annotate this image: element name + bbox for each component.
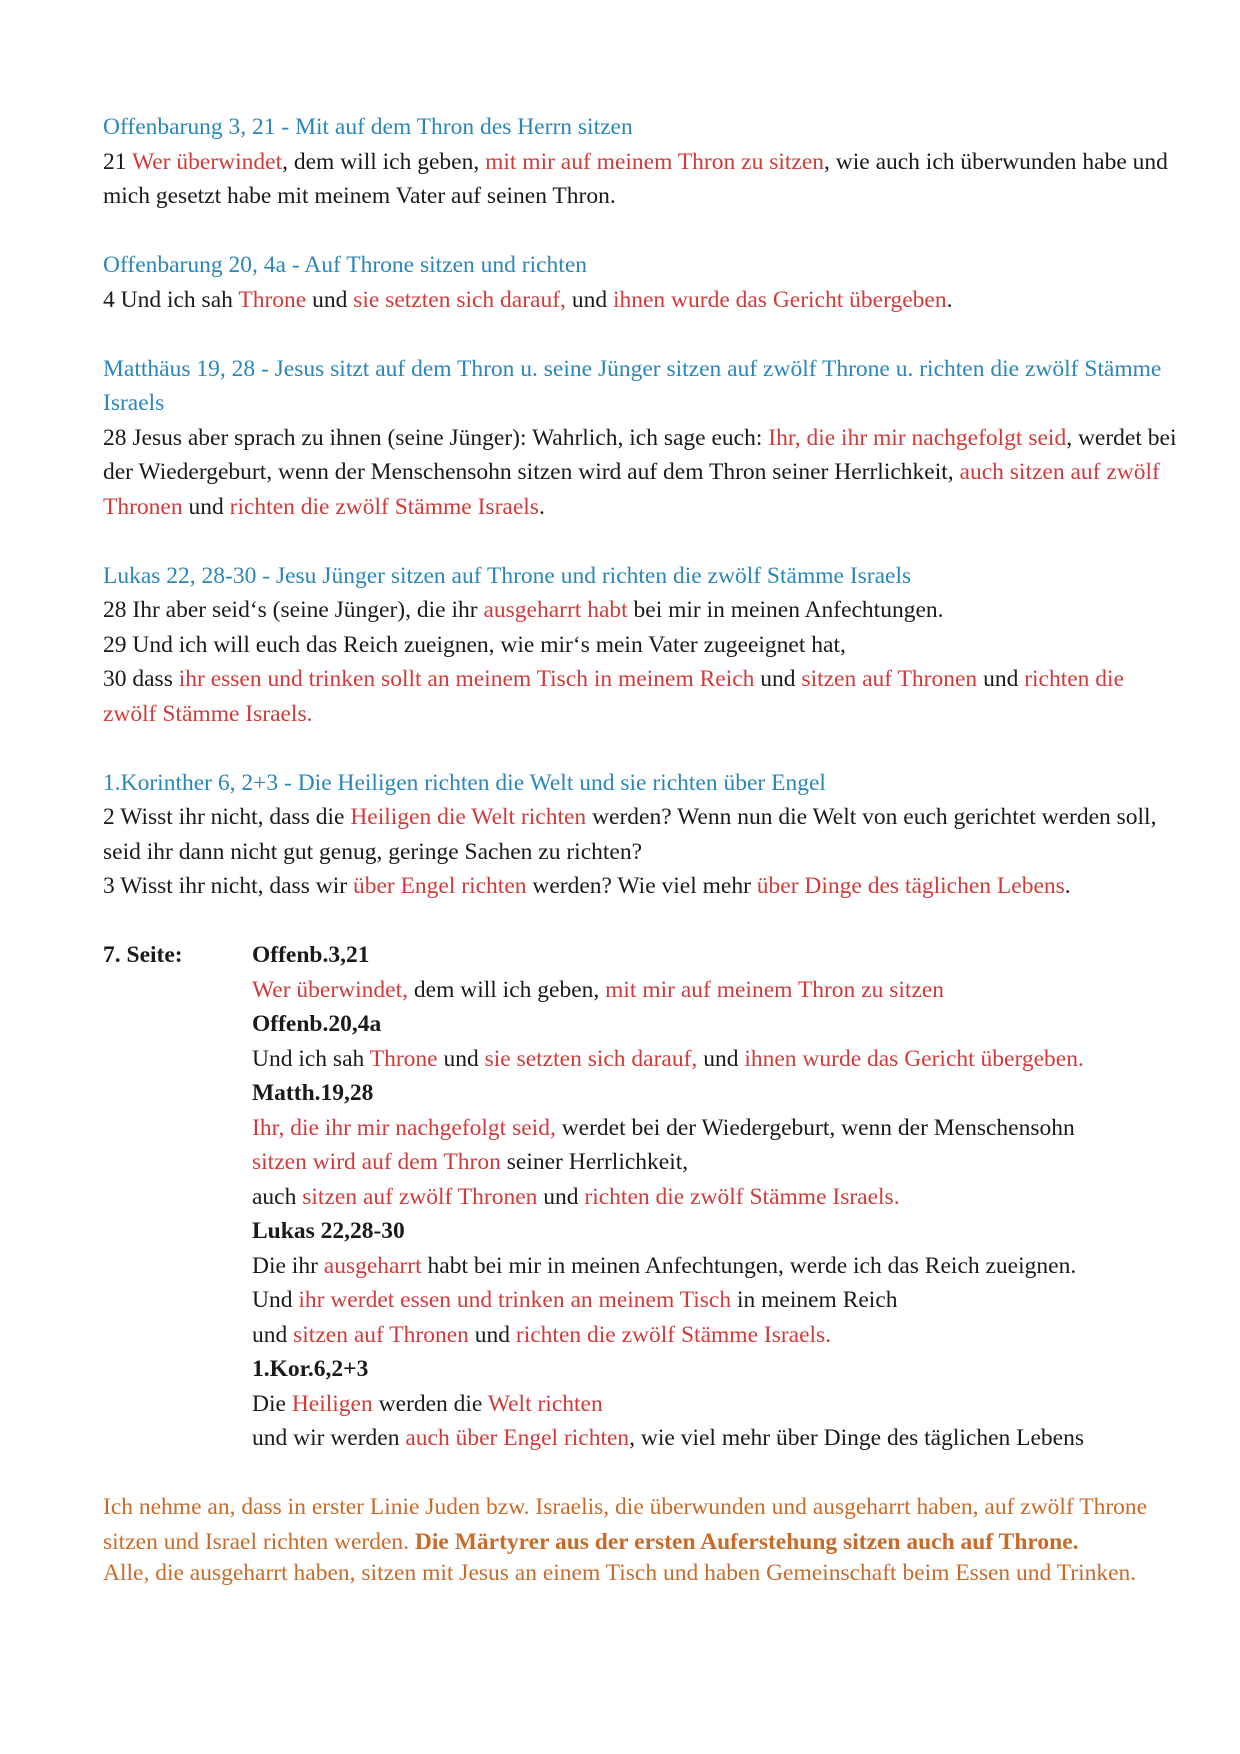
text-run: 29 Und ich will euch das Reich zueignen, wie mir‘s mein Vater zugeeignet hat, bbox=[103, 631, 846, 658]
commentary-note bbox=[103, 1490, 1183, 1588]
text-run: und bbox=[537, 1183, 585, 1210]
text-run: Die ihr bbox=[252, 1252, 324, 1279]
emphasized-text: richten die zwölf Stämme Israels. bbox=[103, 666, 1125, 727]
scripture-sections bbox=[103, 110, 1183, 904]
scripture-section bbox=[103, 559, 1183, 732]
text-run: werden die bbox=[372, 1390, 488, 1417]
note-paragraph bbox=[103, 1559, 1183, 1588]
text-run: 21 bbox=[103, 148, 132, 175]
text-run: . bbox=[538, 493, 545, 520]
text-run: werden? Wenn nun die Welt von euch gerichtet werden soll, seid ihr dann nicht gut genug, geringe Sachen zu richten? bbox=[103, 804, 1157, 865]
section-heading: 1.Korinther 6, 2+3 - Die Heiligen richten die Welt und sie richten über Engel bbox=[103, 769, 826, 796]
text-run: und bbox=[565, 286, 613, 313]
emphasized-text: ausgeharrt bbox=[323, 1252, 422, 1279]
verse bbox=[103, 662, 1183, 731]
emphasized-text: mit mir auf meinem Thron zu sitzen bbox=[485, 148, 825, 175]
text-run: Die bbox=[252, 1390, 292, 1417]
emphasized-text: richten die zwölf Stämme Israels bbox=[229, 493, 539, 520]
summary-line bbox=[252, 1249, 1183, 1284]
text-run: und bbox=[182, 493, 230, 520]
emphasized-text: ihnen wurde das Gericht übergeben. bbox=[744, 1045, 1084, 1072]
reference-label: 1.Kor.6,2+3 bbox=[252, 1356, 369, 1382]
emphasized-text: Wer überwindet, bbox=[252, 976, 409, 1003]
emphasized-text: Ihr, die ihr mir nachgefolgt seid bbox=[768, 424, 1067, 451]
summary-line bbox=[252, 938, 1183, 973]
summary-line bbox=[252, 1387, 1183, 1422]
summary-label: 7. Seite: bbox=[103, 942, 183, 968]
text-run: dem will ich geben, bbox=[408, 976, 606, 1003]
emphasized-text: sitzen auf Thronen bbox=[293, 1321, 469, 1348]
emphasized-text: auch sitzen auf zwölf Thronen bbox=[103, 459, 1160, 520]
emphasized-text: Welt richten bbox=[487, 1390, 603, 1417]
text-run: werdet bei der Wiedergeburt, wenn der Menschensohn bbox=[555, 1114, 1075, 1141]
summary-line bbox=[252, 1283, 1183, 1318]
verse bbox=[103, 283, 1183, 318]
text-run: und bbox=[468, 1321, 516, 1348]
text-run: und bbox=[437, 1045, 485, 1072]
text-run: werden? Wie viel mehr bbox=[526, 873, 757, 899]
emphasized-text: ausgeharrt habt bbox=[483, 597, 628, 623]
verse bbox=[103, 145, 1183, 214]
scripture-section bbox=[103, 248, 1183, 317]
summary-body bbox=[252, 938, 1183, 1456]
text-run: auch bbox=[252, 1183, 303, 1210]
emphasized-text: mit mir auf meinem Thron zu sitzen bbox=[605, 976, 945, 1003]
emphasized-text: Throne bbox=[369, 1045, 438, 1072]
text-run: , werdet bei der Wiedergeburt, wenn der Menschensohn sitzen wird auf dem Thron seiner Herrlichkeit, bbox=[103, 424, 1177, 485]
emphasized-text: auch über Engel richten bbox=[405, 1425, 630, 1451]
emphasized-text: richten die zwölf Stämme Israels. bbox=[584, 1183, 900, 1210]
text-run: seiner Herrlichkeit, bbox=[500, 1149, 689, 1175]
scripture-section bbox=[103, 352, 1183, 525]
text-run: , wie auch ich überwunden habe und mich gesetzt habe mit meinem Vater auf seinen Thron. bbox=[103, 148, 1168, 209]
summary-line bbox=[252, 973, 1183, 1008]
emphasized-text: ihr essen und trinken sollt an meinem Tisch in meinem Reich bbox=[178, 666, 755, 692]
emphasized-text: sie setzten sich darauf, bbox=[484, 1045, 698, 1072]
emphasized-text: Heiligen bbox=[291, 1390, 373, 1417]
summary-line bbox=[252, 1180, 1183, 1215]
text-run: Ich nehme an, dass in erster Linie Juden bzw. Israelis, die überwunden und ausgeharrt haben, auf zwölf Throne sitzen und Israel richten werden. bbox=[103, 1494, 1148, 1555]
scripture-section bbox=[103, 766, 1183, 904]
text-run: und bbox=[697, 1045, 745, 1072]
text-run: und wir werden bbox=[252, 1425, 406, 1451]
emphasized-text: sitzen auf Thronen bbox=[801, 666, 978, 692]
emphasized-text: Ihr, die ihr mir nachgefolgt seid, bbox=[252, 1114, 556, 1141]
section-heading: Offenbarung 3, 21 - Mit auf dem Thron des Herrn sitzen bbox=[103, 114, 633, 140]
reference-label: Offenb.20,4a bbox=[252, 1011, 382, 1037]
reference-label: Matth.19,28 bbox=[252, 1080, 374, 1106]
emphasized-text: ihnen wurde das Gericht übergeben bbox=[612, 286, 947, 313]
document-page bbox=[103, 110, 1183, 1588]
scripture-section bbox=[103, 110, 1183, 214]
emphasized-text: ihr werdet essen und trinken an meinem Tisch bbox=[298, 1287, 732, 1313]
text-run: . bbox=[946, 286, 953, 313]
summary-line bbox=[252, 1076, 1183, 1111]
reference-label: Lukas 22,28-30 bbox=[252, 1218, 405, 1244]
summary-line bbox=[252, 1007, 1183, 1042]
section-heading: Lukas 22, 28-30 - Jesu Jünger sitzen auf Throne und richten die zwölf Stämme Israels bbox=[103, 562, 912, 589]
summary-line bbox=[252, 1111, 1183, 1146]
section-heading: Matthäus 19, 28 - Jesus sitzt auf dem Thron u. seine Jünger sitzen auf zwölf Throne u. richten die zwölf Stämme Israels bbox=[103, 355, 1162, 416]
emphasized-text: Heiligen die Welt richten bbox=[350, 804, 587, 830]
text-run: und bbox=[977, 666, 1025, 692]
text-run: in meinem Reich bbox=[731, 1287, 898, 1313]
summary-line bbox=[252, 1318, 1183, 1353]
summary-line bbox=[252, 1042, 1183, 1077]
text-run: und bbox=[252, 1321, 294, 1348]
text-run: bei mir in meinen Anfechtungen. bbox=[627, 597, 944, 623]
text-run: Alle, die ausgeharrt haben, sitzen mit Jesus an einem Tisch und haben Gemeinschaft beim Essen und Trinken. bbox=[103, 1560, 1137, 1586]
summary-block bbox=[103, 938, 1183, 1456]
emphasized-text: Wer überwindet bbox=[131, 148, 283, 175]
text-run: , wie viel mehr über Dinge des täglichen Lebens bbox=[629, 1425, 1085, 1451]
text-run: und bbox=[306, 286, 354, 313]
text-run: und bbox=[754, 666, 802, 692]
summary-line bbox=[252, 1352, 1183, 1387]
text-run: Und ich sah bbox=[252, 1045, 370, 1072]
verse bbox=[103, 421, 1183, 525]
verse bbox=[103, 800, 1183, 869]
text-run: 30 dass bbox=[103, 666, 179, 692]
emphasized-text: richten die zwölf Stämme Israels. bbox=[515, 1321, 832, 1348]
emphasized-text: über Dinge des täglichen Lebens bbox=[756, 873, 1065, 899]
text-run: 4 Und ich sah bbox=[103, 286, 239, 313]
summary-line bbox=[252, 1421, 1183, 1456]
text-run: 28 Ihr aber seid‘s (seine Jünger), die ihr bbox=[103, 597, 484, 623]
summary-line bbox=[252, 1145, 1183, 1180]
emphasized-text: sie setzten sich darauf, bbox=[353, 286, 566, 313]
text-run: . bbox=[1064, 873, 1071, 899]
text-run: 3 Wisst ihr nicht, dass wir bbox=[103, 873, 353, 899]
emphasized-text: sitzen auf zwölf Thronen bbox=[302, 1183, 538, 1210]
text-run: habt bei mir in meinen Anfechtungen, werde ich das Reich zueignen. bbox=[421, 1252, 1077, 1279]
text-run: 28 Jesus aber sprach zu ihnen (seine Jünger): Wahrlich, ich sage euch: bbox=[103, 424, 769, 451]
note-paragraph bbox=[103, 1490, 1183, 1559]
emphasized-text: sitzen wird auf dem Thron bbox=[252, 1149, 501, 1175]
verse bbox=[103, 628, 1183, 663]
reference-label: Offenb.3,21 bbox=[252, 942, 370, 968]
verse bbox=[103, 593, 1183, 628]
text-run: Und bbox=[252, 1287, 299, 1313]
section-heading: Offenbarung 20, 4a - Auf Throne sitzen und richten bbox=[103, 252, 588, 278]
text-run: 2 Wisst ihr nicht, dass die bbox=[103, 804, 351, 830]
emphasized-text: Throne bbox=[238, 286, 307, 313]
text-run: , dem will ich geben, bbox=[282, 148, 486, 175]
emphasized-text: über Engel richten bbox=[352, 873, 527, 899]
verse bbox=[103, 869, 1183, 904]
bold-text: Die Märtyrer aus der ersten Auferstehung sitzen auch auf Throne. bbox=[414, 1528, 1079, 1555]
summary-line bbox=[252, 1214, 1183, 1249]
